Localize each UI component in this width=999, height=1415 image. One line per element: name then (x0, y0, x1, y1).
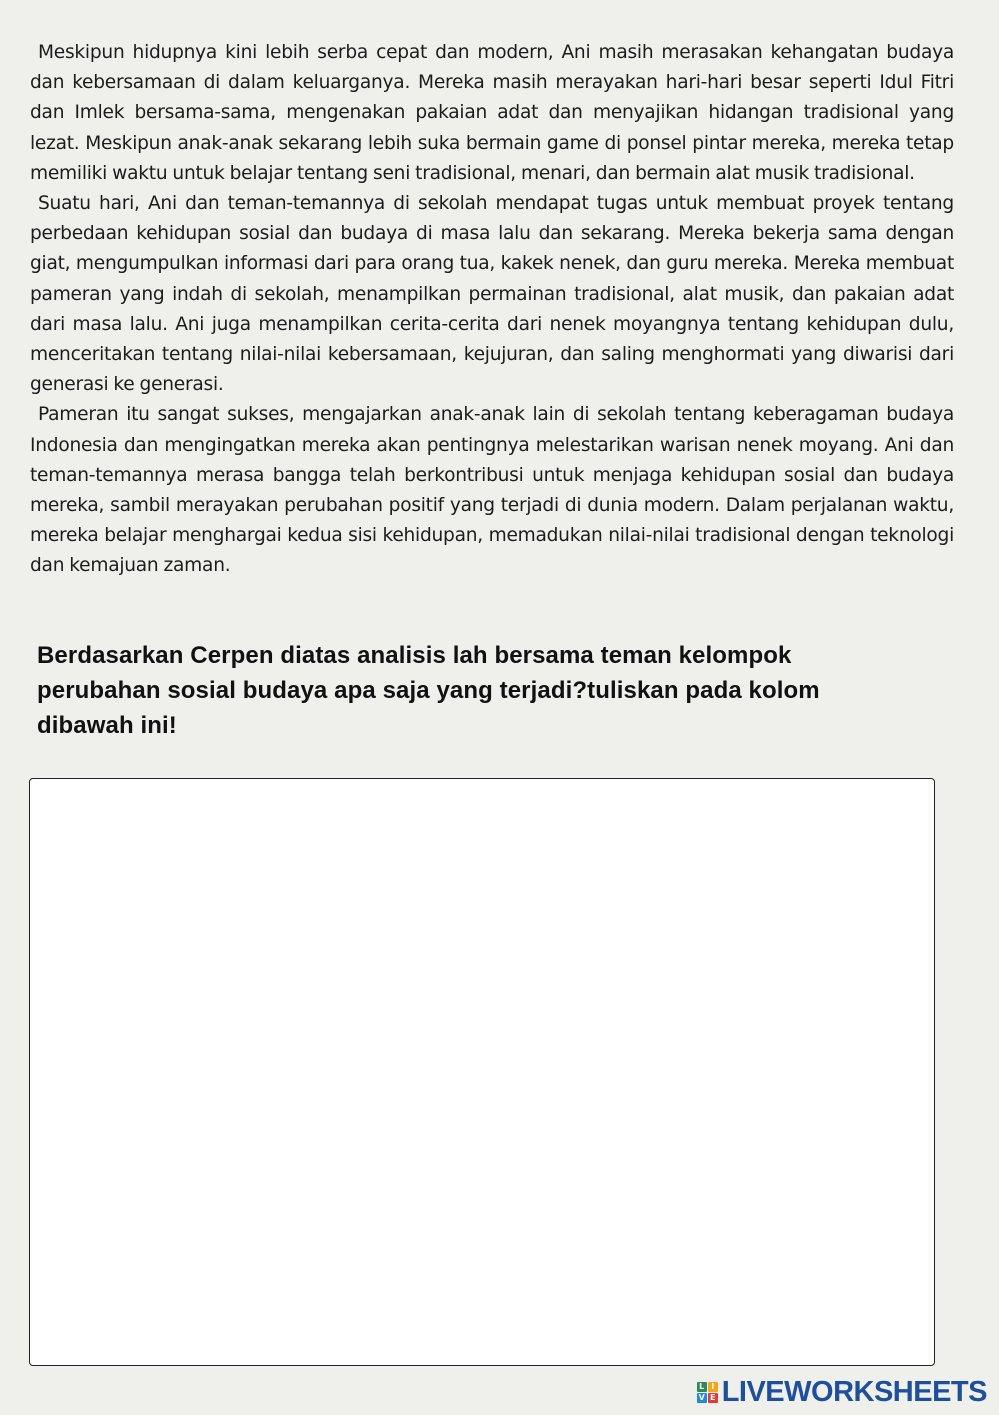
story-paragraph-2: Suatu hari, Ani dan teman-temannya di sekolah mendapat tugas untuk membuat proyek tentang perbedaan kehidupan sosial dan budaya di masa lalu dan sekarang. Mereka bekerja sama dengan giat, mengumpulkan informasi dari para orang tua, kakek nenek, dan guru mereka. Mereka membuat pameran yang indah di sekolah, menampilkan permainan tradisional, alat musik, dan pakaian adat dari masa lalu. Ani juga menampilkan cerita-cerita dari nenek moyangnya tentang kehidupan dulu, menceritakan tentang nilai-nilai kebersamaan, kejujuran, dan saling menghormati yang diwarisi dari generasi ke generasi. (30, 193, 954, 396)
story-text (30, 38, 954, 582)
logo-letter-e: E (708, 1393, 718, 1403)
story-paragraph-1: Meskipun hidupnya kini lebih serba cepat dan modern, Ani masih merasakan kehangatan budaya dan kebersamaan di dalam keluarganya. Mereka masih merayakan hari-hari besar seperti Idul Fitri dan Imlek bersama-sama, mengenakan pakaian adat dan menyajikan hidangan tradisional yang lezat. Meskipun anak-anak sekarang lebih suka bermain game di ponsel pintar mereka, mereka tetap memiliki waktu untuk belajar tentang seni tradisional, menari, dan bermain alat musik tradisional. (30, 42, 954, 184)
answer-textbox[interactable] (29, 778, 935, 1366)
liveworksheets-logo (697, 1377, 987, 1407)
liveworksheets-wordmark: LIVEWORKSHEETS (721, 1375, 987, 1408)
logo-letter-l: L (697, 1382, 707, 1392)
liveworksheets-logo-icon (697, 1382, 718, 1403)
logo-letter-v: V (698, 1392, 705, 1402)
story-paragraph-3: Pameran itu sangat sukses, mengajarkan anak-anak lain di sekolah tentang keberagaman budaya Indonesia dan mengingatkan mereka akan pentingnya melestarikan warisan nenek moyang. Ani dan teman-temannya merasa bangga telah berkontribusi untuk menjaga kehidupan sosial dan budaya mereka, sambil merayakan perubahan positif yang terjadi di dunia modern. Dalam perjalanan waktu, mereka belajar menghargai kedua sisi kehidupan, memadukan nilai-nilai tradisional dengan teknologi dan kemajuan zaman. (30, 404, 954, 577)
logo-letter-i: I (708, 1382, 718, 1392)
question-prompt: Berdasarkan Cerpen diatas analisis lah bersama teman kelompok perubahan sosial budaya apa saja yang terjadi?tuliskan pada kolom dibawah ini! (37, 642, 820, 739)
